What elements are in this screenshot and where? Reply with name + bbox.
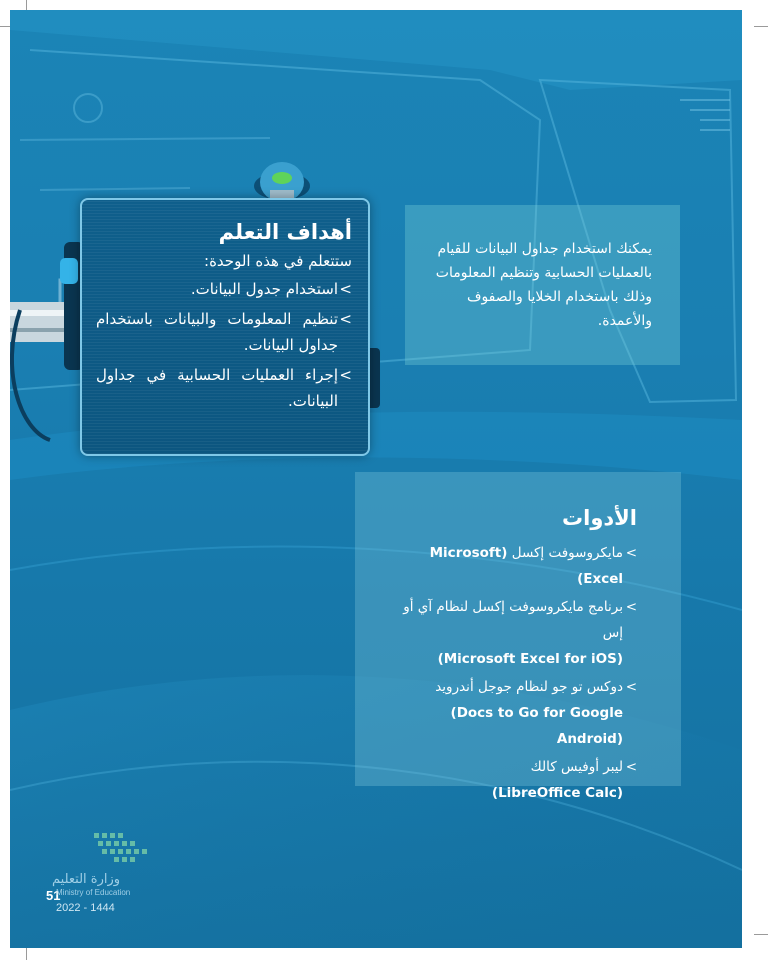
tool-name-ar: مايكروسوفت إكسل [511,545,623,561]
objectives-title: أهداف التعلم [218,220,352,244]
info-box [405,205,680,365]
tool-name-ar: دوكس تو جو لنظام جوجل أندرويد [435,679,623,695]
crop-mark [754,934,768,935]
tool-name-en: (Microsoft Excel for iOS) [437,651,623,667]
objective-text: استخدام جدول البيانات. [190,280,338,298]
tool-name-ar: ليبر أوفيس كالك [530,759,623,775]
objective-text: تنظيم المعلومات والبيانات باستخدام جداول البيانات. [96,310,338,354]
info-text: يمكنك استخدام جداول البيانات للقيام بالعمليات الحسابية وتنظيم المعلومات وذلك باستخدام الخلايا والصفوف والأعمدة. [435,241,652,329]
bullet-icon: > [339,310,352,328]
learning-objectives-panel [80,198,370,456]
ministry-name-ar: وزارة التعليم [52,872,121,887]
tool-item [385,594,637,672]
bullet-icon: > [339,280,352,298]
tool-item [385,674,637,752]
bullet-icon: > [625,759,637,775]
ministry-name-en: Ministry of Education [56,888,131,897]
tool-name-en: (Docs to Go for Google Android) [450,705,623,747]
ministry-logo-icon [54,825,164,875]
objective-text: إجراء العمليات الحسابية في جداول البيانات. [96,366,338,410]
crop-mark [754,26,768,27]
page [10,10,742,948]
tool-name-en: (Microsoft Excel) [429,545,623,587]
bullet-icon: > [625,545,637,561]
page-number: 51 [46,888,61,903]
edition-year: 2022 - 1444 [56,902,115,914]
crop-mark [26,946,27,960]
objective-item [96,276,352,302]
bullet-icon: > [625,679,637,695]
objective-item [96,362,352,414]
objective-item [96,306,352,358]
tool-item [385,540,637,592]
objectives-list [96,276,352,414]
objectives-intro: ستتعلم في هذه الوحدة: [204,252,352,270]
tools-title: الأدوات [562,506,637,530]
tools-list [385,540,637,806]
tool-name-en: (LibreOffice Calc) [491,785,623,801]
tool-name-ar: برنامج مايكروسوفت إكسل لنظام آي أو إس [403,599,623,641]
tool-item [385,754,637,806]
tools-box [355,472,681,801]
bullet-icon: > [625,599,637,615]
bullet-icon: > [339,366,352,384]
